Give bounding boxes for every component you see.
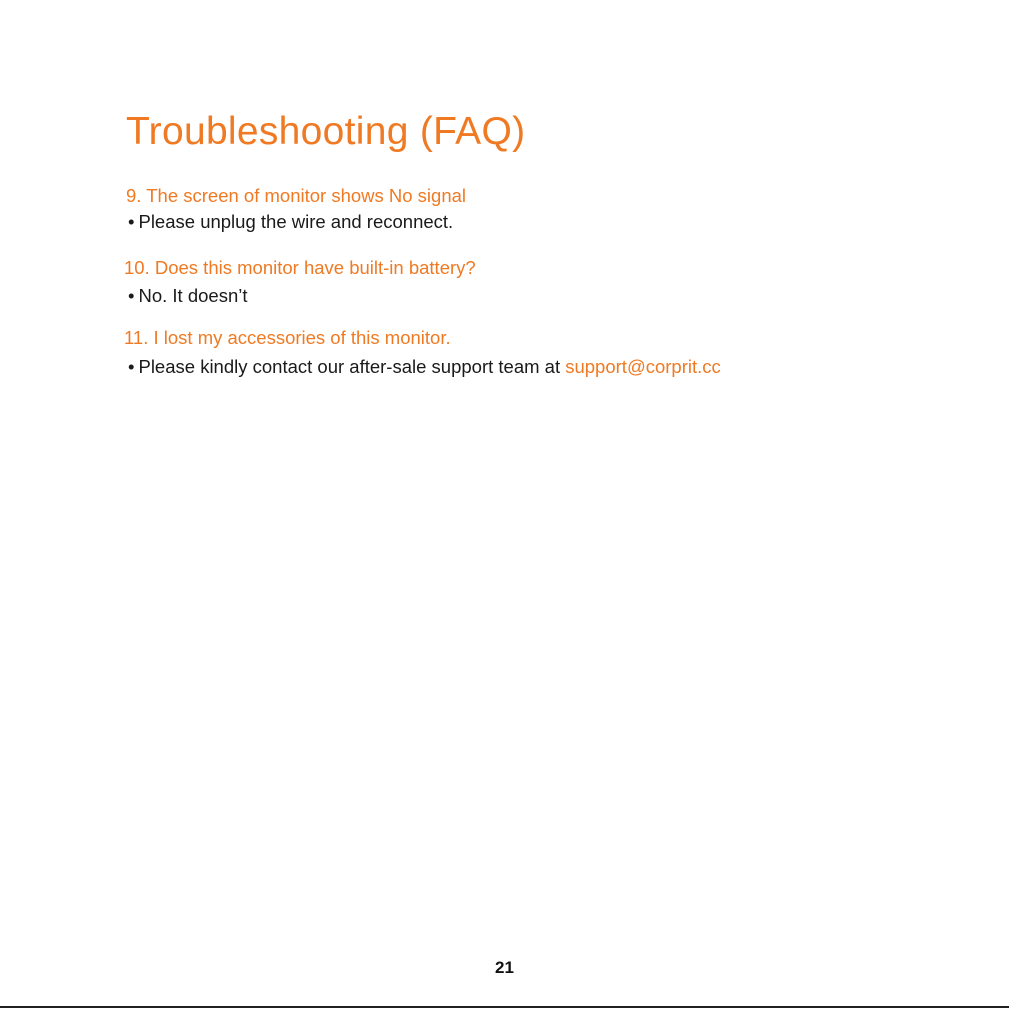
page-title: Troubleshooting (FAQ) — [126, 110, 526, 153]
support-email-link[interactable]: support@corprit.cc — [565, 356, 721, 377]
faq-answer-text: Please kindly contact our after-sale support team at — [138, 356, 561, 377]
bullet-icon: • — [128, 211, 135, 232]
faq-answer-text: Please unplug the wire and reconnect. — [138, 211, 454, 232]
faq-answer-11 — [128, 356, 721, 378]
faq-question-11: 11. I lost my accessories of this monitor. — [124, 327, 451, 348]
footer-divider — [0, 1006, 1009, 1008]
faq-question-10: 10. Does this monitor have built-in battery? — [124, 257, 476, 278]
faq-answer-text: No. It doesn’t — [138, 285, 248, 306]
faq-question-9: 9. The screen of monitor shows No signal — [126, 185, 467, 206]
page-number: 21 — [495, 958, 514, 977]
faq-answer-10 — [128, 285, 248, 307]
bullet-icon: • — [128, 356, 135, 377]
bullet-icon: • — [128, 285, 135, 306]
faq-answer-9 — [128, 211, 453, 233]
